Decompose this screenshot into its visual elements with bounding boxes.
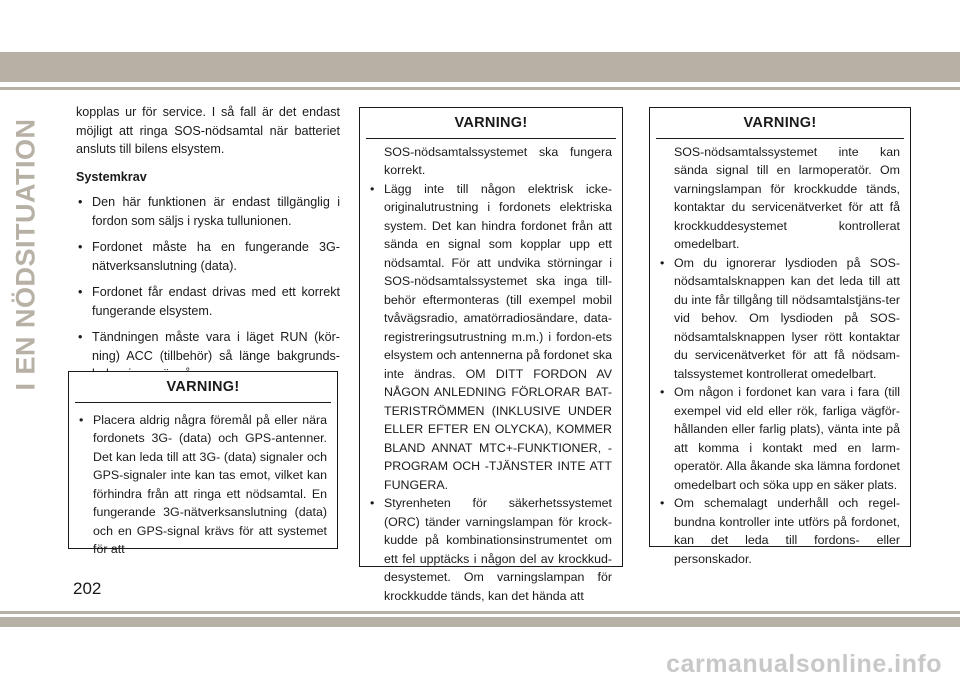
warning-item: • Om du ignorerar lysdioden på SOS-nödsamtalsknappen kan det leda till att du inte får tillgång till nödsamtalstjäns-ter vid behov. Om lysdioden på SOS-nödsamtalsknappen lyser rött kontaktar du servicenätverket för att få nödsam-talssystemet kontrollerat omedelbart. bbox=[660, 254, 900, 384]
warning-item: • Om schemalagt underhåll och regel-bundna kontroller inte utförs på fordonet, kan det leda till fordons- eller personskador. bbox=[660, 494, 900, 568]
warning-title: VARNING! bbox=[366, 108, 616, 139]
warning-box-3 bbox=[649, 107, 911, 566]
requirements-heading: Systemkrav bbox=[76, 169, 147, 184]
header-rule bbox=[0, 87, 960, 90]
warning-item: • Placera aldrig några föremål på eller nära fordonets 3G- (data) och GPS-antenner. Det kan leda till att 3G- (data) signaler och GPS-signaler inte kan tas emot, vilket kan förhindra från att ringa ett nödsamtal. En fungerande 3G-nätverksanslutning (data) och en GPS-signal krävs för att systemet för att bbox=[79, 411, 327, 559]
list-item: • Den här funktionen är endast tillgänglig i fordon som säljs i ryska tullunionen. bbox=[76, 193, 340, 230]
warning-title: VARNING! bbox=[656, 108, 904, 139]
warning-item: • Om någon i fordonet kan vara i fara (till exempel vid eld eller rök, farliga vägför-hållanden eller farlig plats), vänta inte på att komma i kontakt med en larm-operatör. Alla åkande ska lämna fordonet omedelbart och söka upp en säker plats. bbox=[660, 383, 900, 494]
list-item: • Tändningen måste vara i läget RUN (kör-ning) ACC (tillbehör) så länge bakgrunds- bbox=[76, 328, 340, 384]
header-band bbox=[0, 52, 960, 82]
warning-intro: SOS-nödsamtalssystemet ska fungera korrekt. bbox=[384, 144, 612, 177]
footer-band bbox=[0, 617, 960, 627]
page-number: 202 bbox=[73, 579, 102, 598]
warning-box-2 bbox=[359, 107, 623, 603]
section-side-title bbox=[12, 104, 40, 404]
warning-intro: SOS-nödsamtalssystemet inte kan sända signal till en larmoperatör. Om varningslampan för krockkudde tänds, kontaktar du servicenätverket för att få krockkuddesystemet kontrollerat omedelbart. bbox=[674, 144, 900, 251]
warning-item: • Lägg inte till någon elektrisk icke-originalutrustning i fordonets elektriska system. Det kan hindra fordonet från att sända en signal som kopplar upp ett nödsamtal. För att undvika störningar i SOS-nödsamtalssystemet ska inga till-behör eftermonteras (till exempel mobil tvåvägsradio, amatörradiosändare, data-registreringsutrustning m.m.) i fordon-ets elsystem och antennerna på fordonet ska inte ändras. OM DITT FORDON AV NÅGON ANLEDNING FÖRLORAR BAT-TERISTRÖMMEN (INKLUSIVE UNDER ELLER EFTER EN OLYCKA), KOMMER BLAND ANNAT MTC+-FUNKTIONER, -PROGRAM OCH -TJÄNSTER INTE ATT FUNGERA. bbox=[370, 180, 612, 495]
watermark-text: carmanualsonline.info bbox=[666, 650, 942, 678]
warning-item: • Styrenheten för säkerhetssystemet (ORC) tänder varningslampan för krock-kudde på kombinationsinstrumentet om ett fel upptäcks i någon del av krockkud-desystemet. Om varningslampan för krockkudde tänds, kan det hända att bbox=[370, 494, 612, 605]
requirements-list bbox=[76, 193, 340, 384]
list-item: • Fordonet får endast drivas med ett korrekt fungerande elsystem. bbox=[76, 283, 340, 320]
section-title-text: I EN NÖDSITUATION bbox=[10, 117, 41, 391]
intro-paragraph: kopplas ur för service. I så fall är det endast möjligt att ringa SOS-nödsamtal när batteriet ansluts till bilens elsystem. bbox=[76, 105, 340, 156]
left-column bbox=[76, 103, 340, 392]
warning-title: VARNING! bbox=[75, 372, 331, 403]
footer-rule bbox=[0, 611, 960, 614]
warning-box-1 bbox=[68, 371, 338, 556]
list-item: • Fordonet måste ha en fungerande 3G-nätverksanslutning (data). bbox=[76, 238, 340, 275]
